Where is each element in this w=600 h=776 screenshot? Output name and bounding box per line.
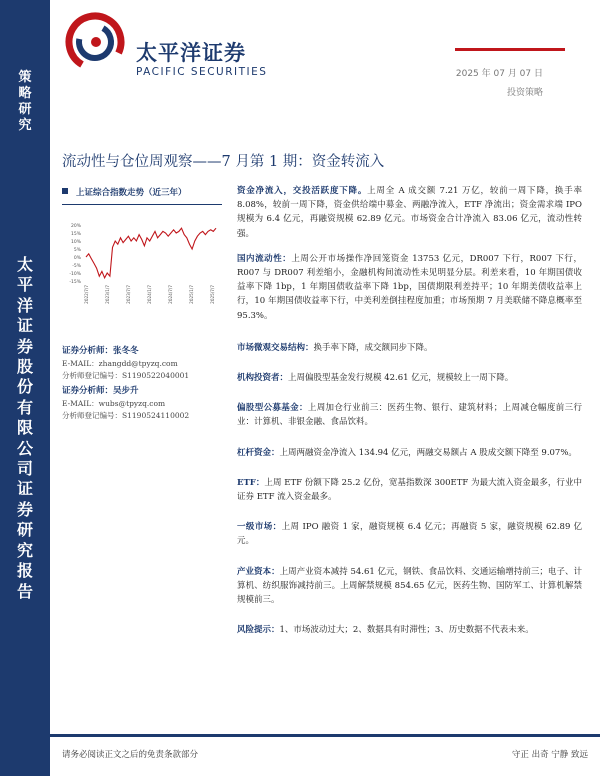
summary-paragraph: 偏股型公募基金：上周加仓行业前三：医药生物、银行、建筑材料；上周减仓幅度前三行业：计算机、非银金融、食品饮料。 [237, 403, 582, 428]
summary-paragraph: 资金净流入，交投活跃度下降。上周全 A 成交额 7.21 万亿，较前一周下降，换手率 8.08%，较前一周下降，资金供给端中募金、两融净流入，ETF 净流出；资金需求端 IPO 规模为 6.4 亿元，再融资规模 62.89 亿元。市场资金合计净流入 83.06 亿元，流动性转强。 [237, 186, 582, 239]
analyst-card [62, 345, 189, 383]
footer-motto: 守正 出奇 宁静 致远 [511, 750, 588, 760]
report-title: 流动性与仓位周观察——7 月第 1 期：资金转流入 [62, 154, 385, 170]
analyst-card [62, 385, 189, 423]
square-bullet-icon [62, 188, 68, 194]
summary-paragraph: ETF：上周 ETF 份额下降 25.2 亿份，宽基指数深 300ETF 为最大流入资金最多，行业中证券 ETF 流入资金最多。 [237, 477, 582, 503]
left-sidebar [0, 0, 50, 776]
y-tick-label: 0% [73, 256, 81, 261]
y-tick-label: -5% [72, 264, 81, 269]
summary-paragraph: 机构投资者：上周偏股型基金发行规模 42.61 亿元，规模较上一周下降。 [237, 373, 514, 384]
index-trend-chart [62, 219, 222, 309]
index-chart-panel [62, 186, 222, 309]
analyst-name: 证券分析师：张冬冬 [62, 346, 139, 356]
page-footer [50, 734, 600, 764]
analyst-cert: 分析师登记编号：S1190524110002 [62, 411, 190, 420]
summary-column [237, 184, 582, 637]
risk-warning: 风险提示：1、市场波动过大；2、数据具有时滞性；3、历史数据不代表未来。 [237, 625, 534, 636]
x-tick-label: 2025/7/7 [210, 285, 215, 304]
sidebar-category-label: 策 略 研 究 [18, 70, 32, 133]
y-tick-label: 5% [73, 248, 81, 253]
x-tick-label: 2023/1/7 [105, 285, 110, 304]
chart-heading-rule [62, 204, 222, 205]
sidebar-company-label: 太 平 洋 证 券 股 份 有 限 公 司 证 券 研 究 报 告 [16, 255, 33, 601]
y-tick-label: 10% [70, 240, 81, 245]
brand-name-cn: 太平洋证券 [136, 41, 246, 65]
x-tick-label: 2025/1/7 [189, 285, 194, 304]
analyst-email: E-MAIL：zhangdd@tpyzq.com [62, 358, 178, 368]
analyst-name: 证券分析师：吴步升 [62, 386, 139, 396]
y-tick-label: 15% [70, 232, 81, 237]
brand-name-en: PACIFIC SECURITIES [136, 66, 268, 78]
y-tick-label: 20% [70, 224, 81, 229]
series-line [86, 228, 216, 278]
summary-paragraph: 国内流动性：上周公开市场操作净回笼资金 13753 亿元，DR007 下行，R007 下行，R007 与 DR007 利差缩小，金融机构间流动性未见明显分层。利差来看，10 年期国债收益率下降 1bp，1 年期国债收益率下降 1bp，国债期限利差持平；10 年期美债收益率上行，10 年期国债收益率下行，中美利差倒挂程度加重；市场预期 7 月美联储不降息概率至 95.3%。 [237, 253, 582, 321]
company-logo-icon [63, 8, 125, 74]
analyst-email: E-MAIL：wubs@tpyzq.com [62, 398, 166, 408]
analyst-cert: 分析师登记编号：S1190522040001 [62, 371, 190, 380]
chart-heading: 上证综合指数走势（近三年） [62, 186, 222, 198]
summary-paragraph: 产业资本：上周产业资本减持 54.61 亿元，钢铁、食品饮料、交通运输增持前三；电子、计算机、纺织服饰减持前三。上周解禁规模 854.65 亿元，医药生物、国防军工、计算机解禁规模前三。 [237, 566, 582, 606]
chart-svg [62, 219, 222, 309]
footer-disclaimer: 请务必阅读正文之后的免责条款部分 [62, 750, 199, 760]
summary-paragraph: 一级市场：上周 IPO 融资 1 家，融资规模 6.4 亿元；再融资 5 家，融资规模 62.89 亿元。 [237, 522, 582, 547]
report-date: 2025 年 07 月 07 日 [455, 69, 543, 79]
x-tick-label: 2022/7/7 [84, 285, 89, 304]
summary-paragraph: 杠杆资金：上周两融资金净流入 134.94 亿元，两融交易额占 A 股成交额下降至 9.07%。 [237, 447, 577, 458]
summary-paragraph: 市场微观交易结构：换手率下降，成交额同步下降。 [237, 342, 433, 353]
x-tick-label: 2023/7/7 [126, 285, 131, 304]
x-tick-label: 2024/7/7 [168, 285, 173, 304]
y-tick-label: -10% [69, 272, 81, 277]
header-accent-rule [455, 48, 565, 51]
report-type: 投资策略 [506, 88, 543, 98]
x-tick-label: 2024/1/7 [147, 285, 152, 304]
y-tick-label: -15% [69, 280, 81, 285]
